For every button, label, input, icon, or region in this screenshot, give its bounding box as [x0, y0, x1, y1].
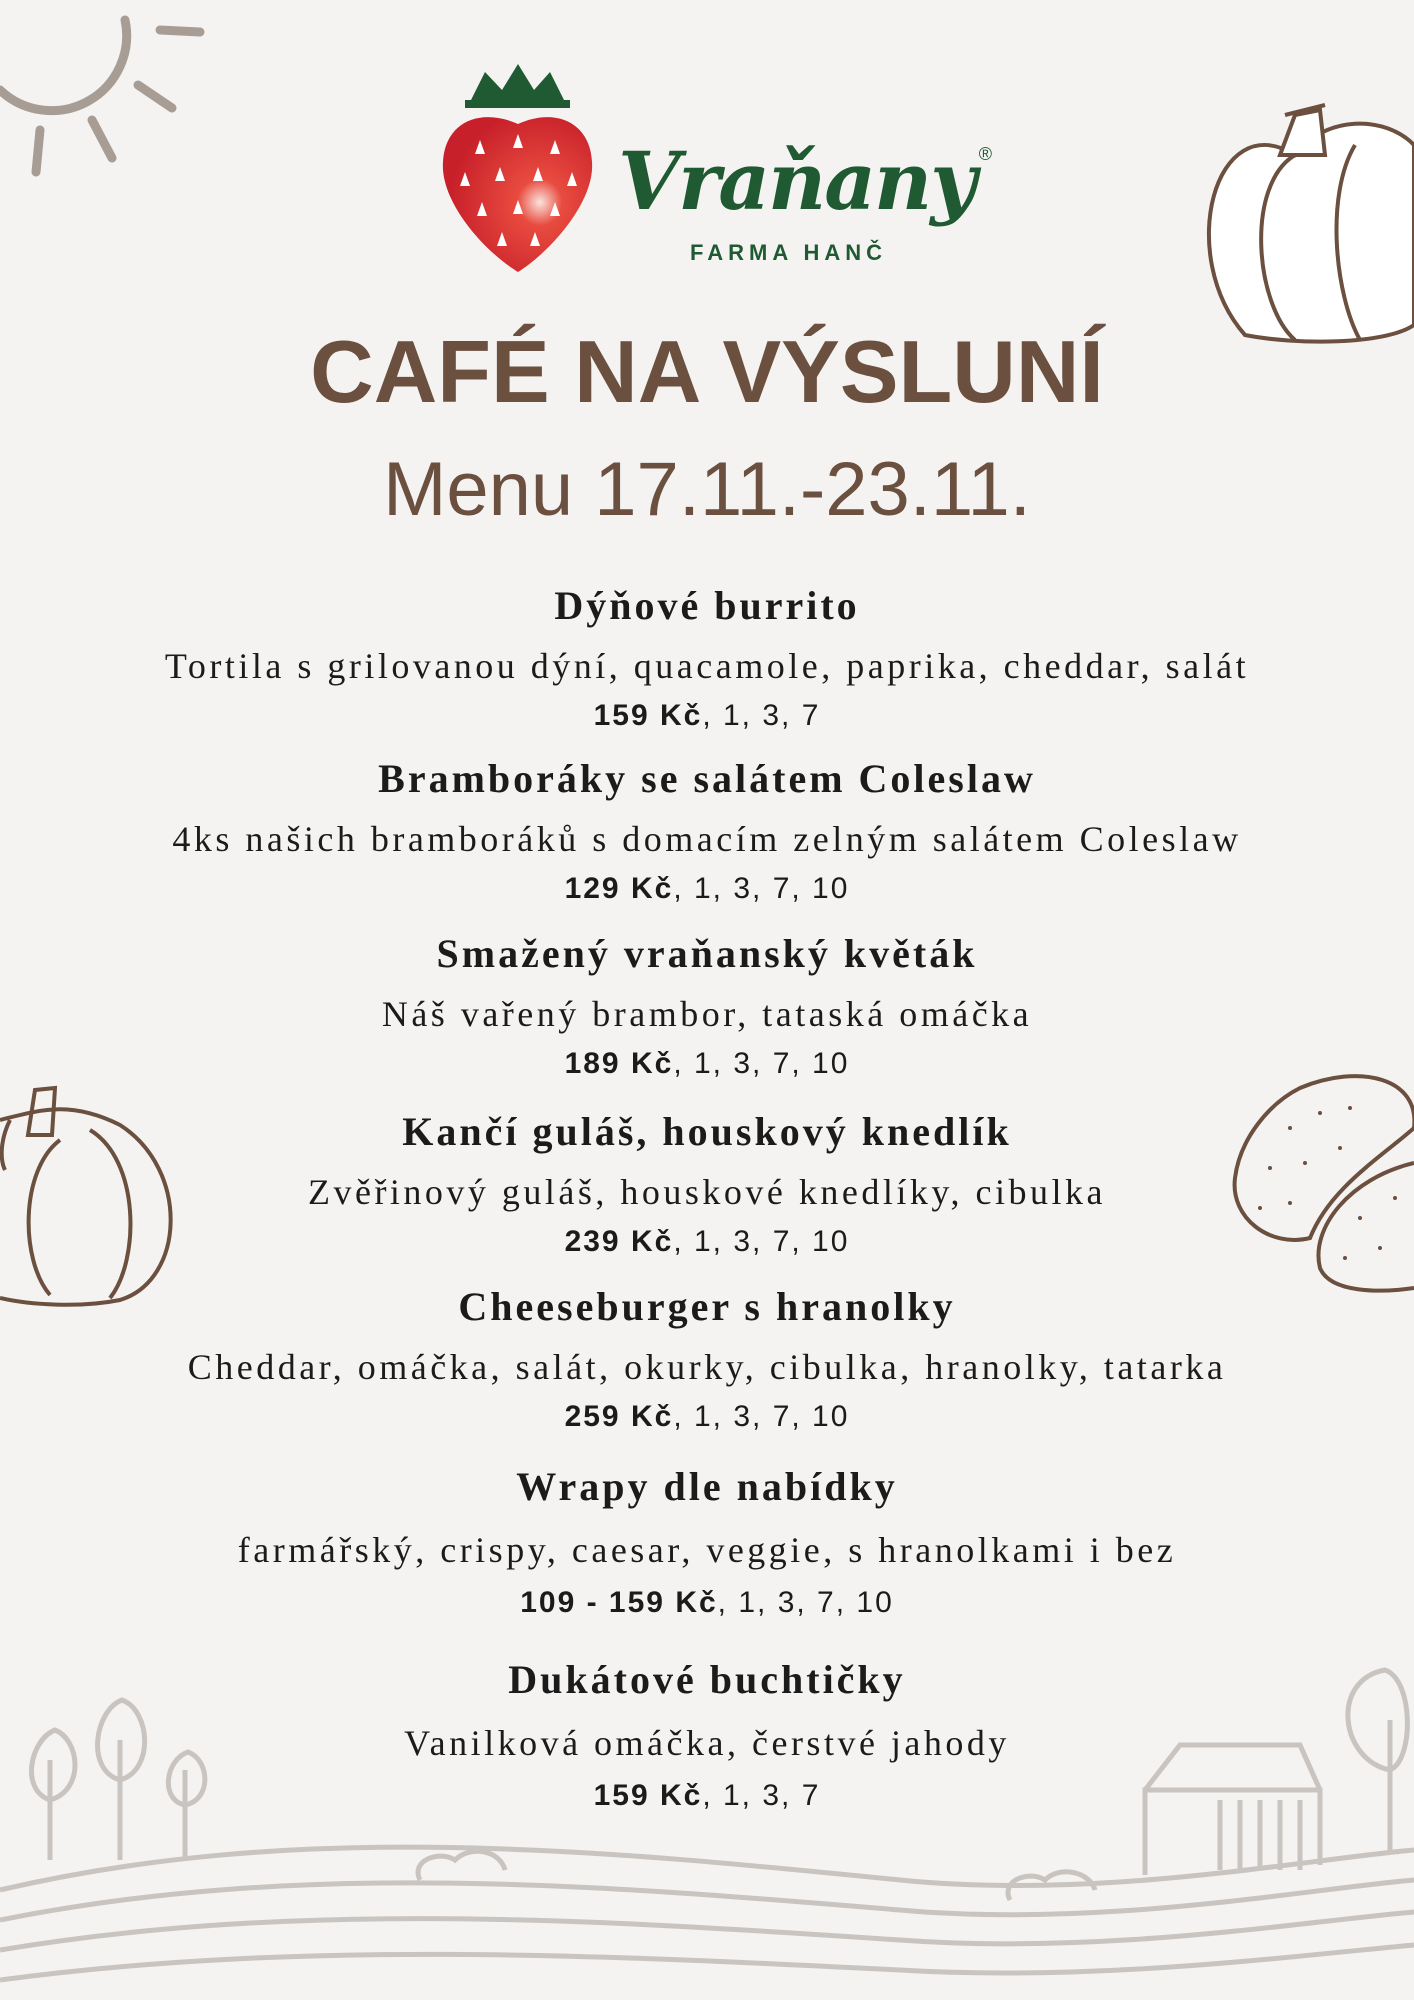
dish-name: Kančí guláš, houskový knedlík	[402, 1109, 1012, 1154]
dish-price	[0, 1220, 1414, 1264]
dish-price	[0, 1042, 1414, 1086]
dish-description: farmářský, crispy, caesar, veggie, s hranolkami i bez	[237, 1530, 1177, 1570]
brand-subtitle: FARMA HANČ	[690, 240, 888, 265]
menu-item	[0, 1104, 1414, 1264]
dish-description: Tortila s grilovanou dýní, quacamole, paprika, cheddar, salát	[164, 646, 1250, 686]
dish-description: Cheddar, omáčka, salát, okurky, cibulka, hranolky, tatarka	[187, 1347, 1227, 1387]
menu-item	[0, 578, 1414, 738]
allergens: , 1, 3, 7, 10	[673, 1400, 850, 1433]
dish-name: Bramboráky se salátem Coleslaw	[378, 756, 1036, 801]
dish-price	[0, 1581, 1414, 1625]
allergens: , 1, 3, 7, 10	[673, 1225, 850, 1258]
dish-name: Cheeseburger s hranolky	[458, 1284, 956, 1329]
registered-mark: ®	[978, 144, 992, 164]
dish-price	[0, 694, 1414, 738]
price-value: 109 - 159 Kč	[520, 1586, 718, 1619]
price-value: 189 Kč	[564, 1047, 674, 1080]
brand-logo	[618, 136, 992, 226]
dish-description: Zvěřinový guláš, houskové knedlíky, cibulka	[307, 1172, 1107, 1212]
menu-item	[0, 1459, 1414, 1625]
strawberry-logo-icon	[440, 62, 595, 274]
price-value: 159 Kč	[593, 1779, 703, 1812]
price-value: 239 Kč	[564, 1225, 674, 1258]
brand-logo-text: Vraňany	[618, 134, 975, 228]
dish-name: Dukátové buchtičky	[508, 1657, 906, 1702]
allergens: , 1, 3, 7, 10	[673, 872, 850, 905]
dish-price	[0, 867, 1414, 911]
price-value: 129 Kč	[564, 872, 674, 905]
allergens: , 1, 3, 7, 10	[717, 1586, 894, 1619]
allergens: , 1, 3, 7, 10	[673, 1047, 850, 1080]
dish-description: 4ks našich bramboráků s domacím zelným salátem Coleslaw	[172, 819, 1242, 859]
menu-item	[0, 1279, 1414, 1439]
dish-description: Náš vařený brambor, tataská omáčka	[381, 994, 1033, 1034]
dish-price	[0, 1774, 1414, 1818]
dish-name: Wrapy dle nabídky	[516, 1464, 898, 1509]
menu-item	[0, 751, 1414, 911]
price-value: 259 Kč	[564, 1400, 674, 1433]
pumpkin-illustration	[1185, 55, 1414, 345]
menu-item	[0, 1652, 1414, 1818]
dish-name: Dýňové burrito	[554, 583, 860, 628]
dish-description: Vanilková omáčka, čerstvé jahody	[404, 1723, 1010, 1763]
allergens: , 1, 3, 7	[702, 1779, 821, 1812]
page-title: CAFÉ NA VÝSLUNÍ	[310, 322, 1104, 421]
menu-item	[0, 926, 1414, 1086]
sun-illustration	[0, 0, 220, 190]
allergens: , 1, 3, 7	[702, 699, 821, 732]
menu-date-range: Menu 17.11.-23.11.	[383, 447, 1031, 532]
price-value: 159 Kč	[593, 699, 703, 732]
dish-price	[0, 1395, 1414, 1439]
dish-name: Smažený vraňanský květák	[436, 931, 978, 976]
